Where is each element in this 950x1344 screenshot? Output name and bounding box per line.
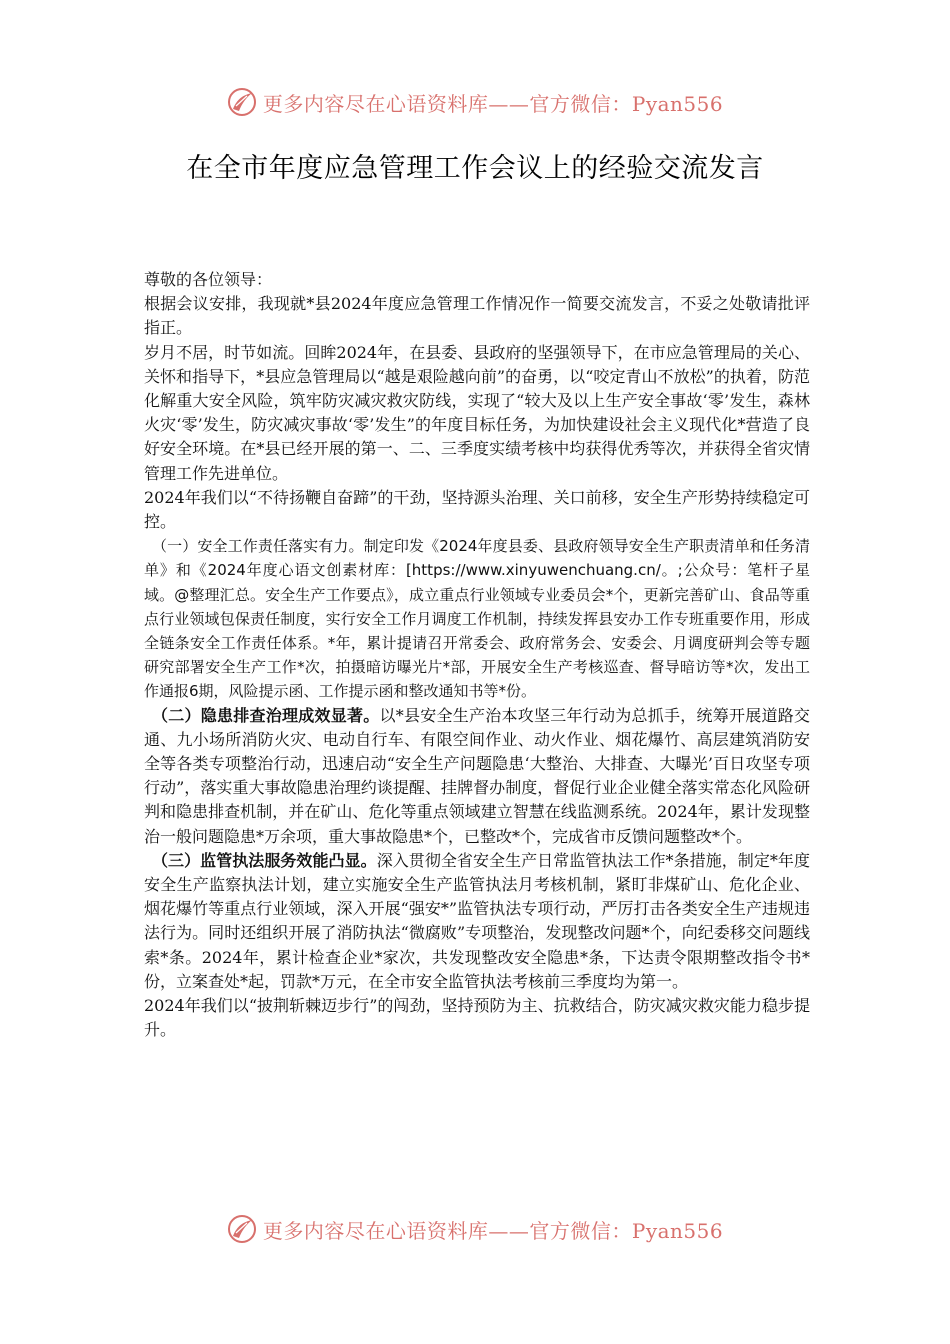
paragraph-intro: 根据会议安排，我现就*县2024年度应急管理工作情况作一简要交流发言，不妥之处敬请批评指正。 <box>144 294 810 338</box>
section-hazard-inspection <box>144 704 810 849</box>
paragraph-disaster-prevention: 2024年我们以“披荆斩棘迈步行”的闯劲，坚持预防为主、抗救结合，防灾减灾救灾能力稳步提升。 <box>144 996 810 1040</box>
header-banner-text: 更多内容尽在心语资料库——官方微信：Pyan556 <box>262 91 724 116</box>
section-text: 以*县安全生产治本攻坚三年行动为总抓手，统筹开展道路交通、九小场所消防火灾、电动自行车、有限空间作业、动火作业、烟花爆竹、高层建筑消防安全等各类专项整治行动，迅速启动“安全生产问题隐患‘大整治、大排查、大曝光’百日攻坚专项行动”，落实重大事故隐患治理约谈提醒、挂牌督办制度，督促行业企业健全落实常态化风险研判和隐患排查机制，并在矿山、危化等重点领域建立智慧在线监测系统。2024年，累计发现整治一般问题隐患*万余项，重大事故隐患*个，已整改*个，完成省市反馈问题整改*个。 <box>144 705 810 846</box>
section-heading: （二）隐患排查治理成效显著。 <box>152 705 380 725</box>
footer-watermark-banner <box>0 1209 950 1249</box>
section-enforcement <box>144 849 810 994</box>
paragraph-safety-summary: 2024年我们以“不待扬鞭自奋蹄”的干劲，坚持源头治理、关口前移，安全生产形势持续稳定可控。 <box>144 487 810 532</box>
section-text: 深入贯彻全省安全生产日常监管执法工作*条措施，制定*年度安全生产监察执法计划，建立实施安全生产监管执法月考核机制，紧盯非煤矿山、危化企业、烟花爆竹等重点行业领域，深入开展“强安*”监管执法专项行动，严厉打击各类安全生产违规违法行为。同时还组织开展了消防执法“微腐败”专项整治，发现整改问题*个，向纪委移交问题线索*条。2024年，累计检查企业*家次，共发现整改安全隐患*条，下达责令限期整改指令书*份，立案查处*起，罚款*万元，在全市安全监管执法考核前三季度均为第一。 <box>144 850 810 991</box>
salutation: 尊敬的各位领导： <box>144 270 273 289</box>
section-heading: （三）监管执法服务效能凸显。 <box>152 850 377 870</box>
xinyu-logo-icon <box>227 87 257 117</box>
document-body <box>144 268 810 1043</box>
section-responsibility: （一）安全工作责任落实有力。制定印发《2024年度县委、县政府领导安全生产职责清单和任务清单》和《2024年度心语文创素材库：[https://www.xinyuwenchuang.cn/。;公众号：笔杆子星域。@整理汇总。安全生产工作要点》，成立重点行业领域专业委员会*个，更新完善矿山、食品等重点行业领域包保责任制度，实行安全工作月调度工作机制，持续发挥县安办工作专班重要作用，形成全链条安全工作责任体系。*年，累计提请召开常委会、政府常务会、安委会、月调度研判会等专题研究部署安全生产工作*次，拍摄暗访曝光片*部，开展安全生产考核巡查、督导暗访等*次，发出工作通报6期，风险提示函、工作提示函和整改通知书等*份。 <box>144 537 810 701</box>
footer-banner-text: 更多内容尽在心语资料库——官方微信：Pyan556 <box>262 1218 724 1243</box>
xinyu-logo-icon <box>227 1214 257 1244</box>
paragraph-review: 岁月不居，时节如流。回眸2024年，在县委、县政府的坚强领导下，在市应急管理局的关心、关怀和指导下，*县应急管理局以“越是艰险越向前”的奋勇，以“咬定青山不放松”的执着，防范化解重大安全风险，筑牢防灾减灾救灾防线，实现了“较大及以上生产安全事故‘零’发生，森林火灾‘零’发生，防灾减灾事故‘零’发生”的年度目标任务，为加快建设社会主义现代化*营造了良好安全环境。在*县已经开展的第一、二、三季度实绩考核中均获得优秀等次，并获得全省灾情管理工作先进单位。 <box>144 342 810 483</box>
header-watermark-banner <box>0 82 950 122</box>
document-title: 在全市年度应急管理工作会议上的经验交流发言 <box>186 153 764 184</box>
